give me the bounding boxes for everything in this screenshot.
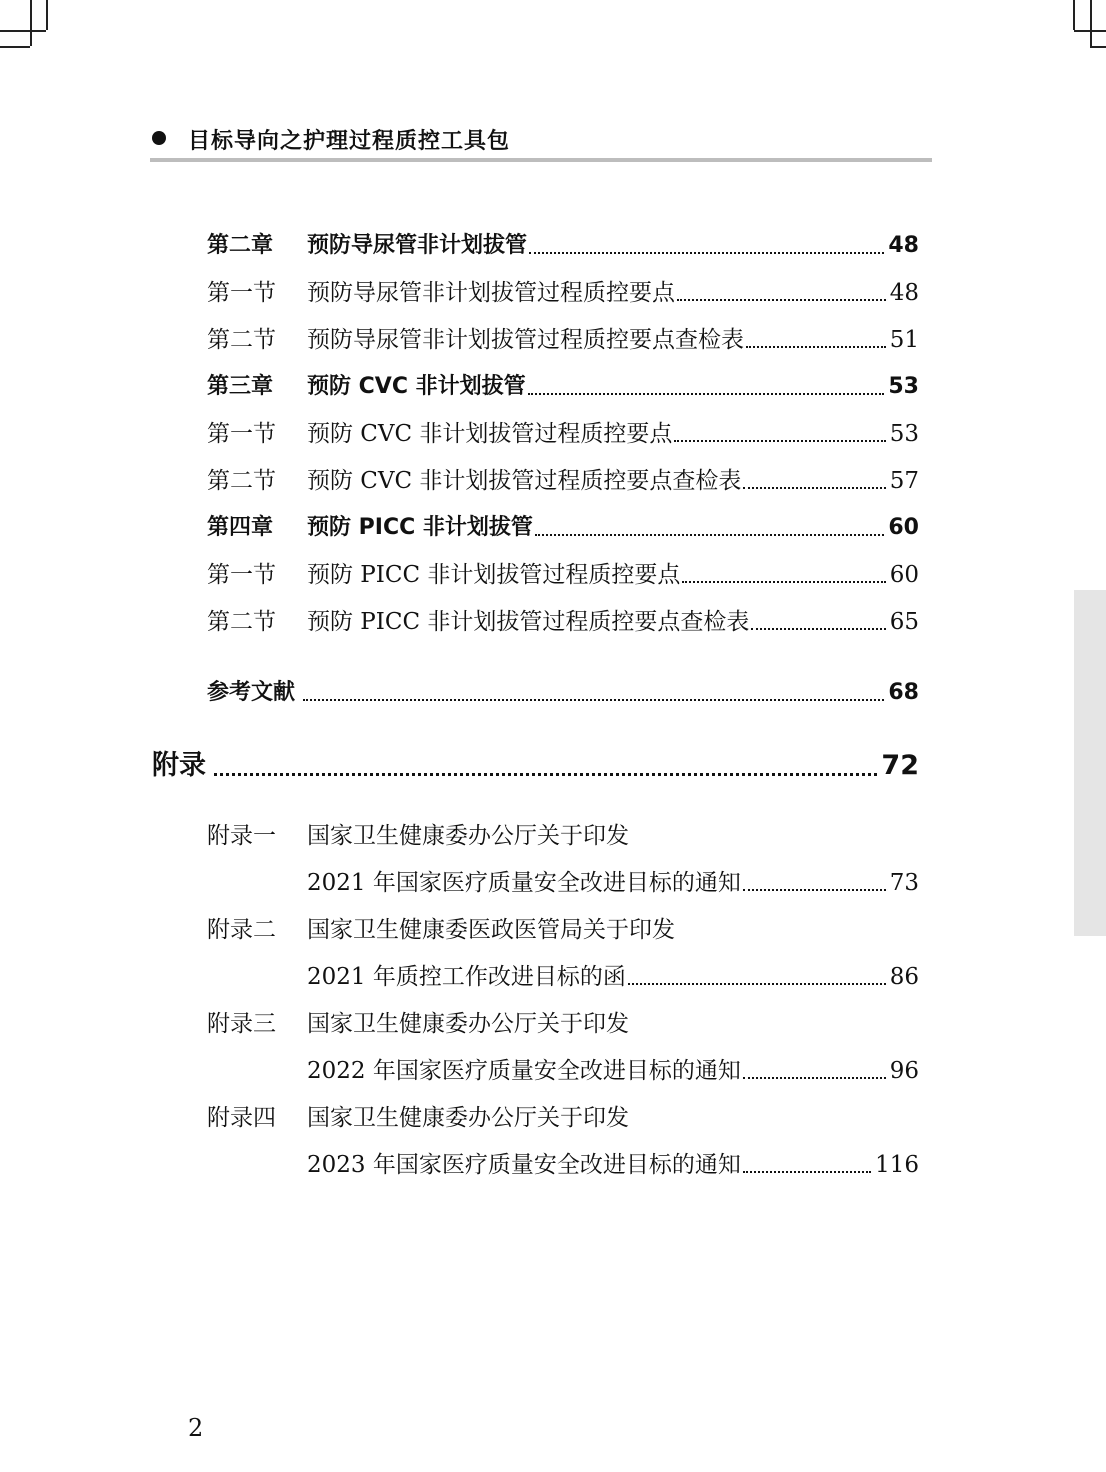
toc-entry[interactable] [207,602,919,638]
toc-page: 60 [888,515,919,540]
crop-mark [1090,0,1092,46]
toc-entry[interactable] [207,508,919,544]
dot-leader [529,252,884,254]
toc-page: 73 [889,870,919,896]
toc-label: 第一节 [207,280,276,306]
appendix-entry-title[interactable] [207,816,919,852]
toc-label: 第三章 [207,374,274,399]
toc-label: 第二节 [207,468,276,494]
toc-title: 2021 年质控工作改进目标的函 [307,964,626,990]
toc-entry[interactable] [207,273,919,309]
toc-page: 48 [889,280,919,306]
toc-page: 57 [889,468,919,494]
toc-label: 附录四 [207,1105,276,1131]
appendix-entry-title[interactable] [207,910,919,946]
toc-page: 86 [889,964,919,990]
toc-title: 预防导尿管非计划拔管过程质控要点 [307,280,675,306]
toc-label: 附录一 [207,823,276,849]
book-title: 目标导向之护理过程质控工具包 [188,129,511,154]
toc-page: 51 [889,327,919,353]
toc-entry[interactable] [207,461,919,497]
toc-title: 2022 年国家医疗质量安全改进目标的通知 [307,1058,741,1084]
toc-label: 参考文献 [207,680,296,705]
dot-leader [751,628,885,630]
dot-leader [535,534,884,536]
crop-mark [46,0,48,30]
appendix-entry[interactable] [307,1051,919,1087]
toc-page: 60 [889,562,919,588]
dot-leader [677,299,886,301]
dot-leader [528,393,885,395]
dot-leader [743,1171,871,1173]
toc-title: 国家卫生健康委办公厅关于印发 [307,1105,629,1131]
toc-entry-appendix[interactable] [152,744,919,786]
toc-entry-references[interactable] [207,673,919,709]
dot-leader [682,581,885,583]
toc-page: 116 [875,1152,919,1178]
toc-page: 72 [881,750,919,781]
toc-page: 96 [889,1058,919,1084]
thumb-index-tab [1074,590,1106,936]
crop-mark [0,46,30,48]
running-header [152,120,932,160]
toc-title: 预防 CVC 非计划拔管过程质控要点 [307,421,673,447]
toc-title: 预防 PICC 非计划拔管过程质控要点 [307,562,681,588]
dot-leader [743,1077,886,1079]
crop-mark [1073,0,1075,30]
crop-mark [1090,46,1106,48]
toc-title: 预防导尿管非计划拔管过程质控要点查检表 [307,327,744,353]
toc-label: 附录二 [207,917,276,943]
crop-mark [0,30,46,32]
dot-leader [743,487,885,489]
toc-label: 第二节 [207,327,276,353]
toc-page: 53 [889,421,919,447]
toc-label: 第一节 [207,421,276,447]
toc-label: 附录三 [207,1011,276,1037]
toc-title: 预防 CVC 非计划拔管 [307,374,526,399]
toc-label: 附录 [152,750,206,781]
toc-title: 预防导尿管非计划拔管 [307,233,528,258]
appendix-entry[interactable] [307,863,919,899]
appendix-entry-title[interactable] [207,1098,919,1134]
toc-page: 65 [889,609,919,635]
toc-title: 国家卫生健康委办公厅关于印发 [307,1011,629,1037]
toc-title: 2023 年国家医疗质量安全改进目标的通知 [307,1152,741,1178]
toc-entry[interactable] [207,555,919,591]
appendix-entry[interactable] [307,957,919,993]
appendix-entry[interactable] [307,1145,919,1181]
toc-entry[interactable] [207,367,919,403]
toc-title: 预防 CVC 非计划拔管过程质控要点查检表 [307,468,742,494]
toc-title: 2021 年国家医疗质量安全改进目标的通知 [307,870,741,896]
toc-page: 53 [888,374,919,399]
toc-label: 第一节 [207,562,276,588]
dot-leader [303,699,884,701]
toc-label: 第二节 [207,609,276,635]
dot-leader [743,889,886,891]
dot-leader [674,440,885,442]
toc-title: 预防 PICC 非计划拔管过程质控要点查检表 [307,609,750,635]
toc-title: 国家卫生健康委医政医管局关于印发 [307,917,675,943]
dot-leader [214,773,877,776]
toc-entry[interactable] [207,414,919,450]
toc-entry[interactable] [207,320,919,356]
appendix-entry-title[interactable] [207,1004,919,1040]
dot-leader [628,983,886,985]
toc-page: 48 [888,233,919,258]
toc-title: 国家卫生健康委办公厅关于印发 [307,823,629,849]
bullet-icon [152,131,166,145]
dot-leader [746,346,886,348]
toc-entry[interactable] [207,226,919,262]
toc-label: 第四章 [207,515,274,540]
toc-title: 预防 PICC 非计划拔管 [307,515,533,540]
crop-mark [30,0,32,46]
page-number: 2 [188,1414,204,1442]
header-rule [150,158,932,162]
toc-page: 68 [888,680,919,705]
toc-label: 第二章 [207,233,274,258]
